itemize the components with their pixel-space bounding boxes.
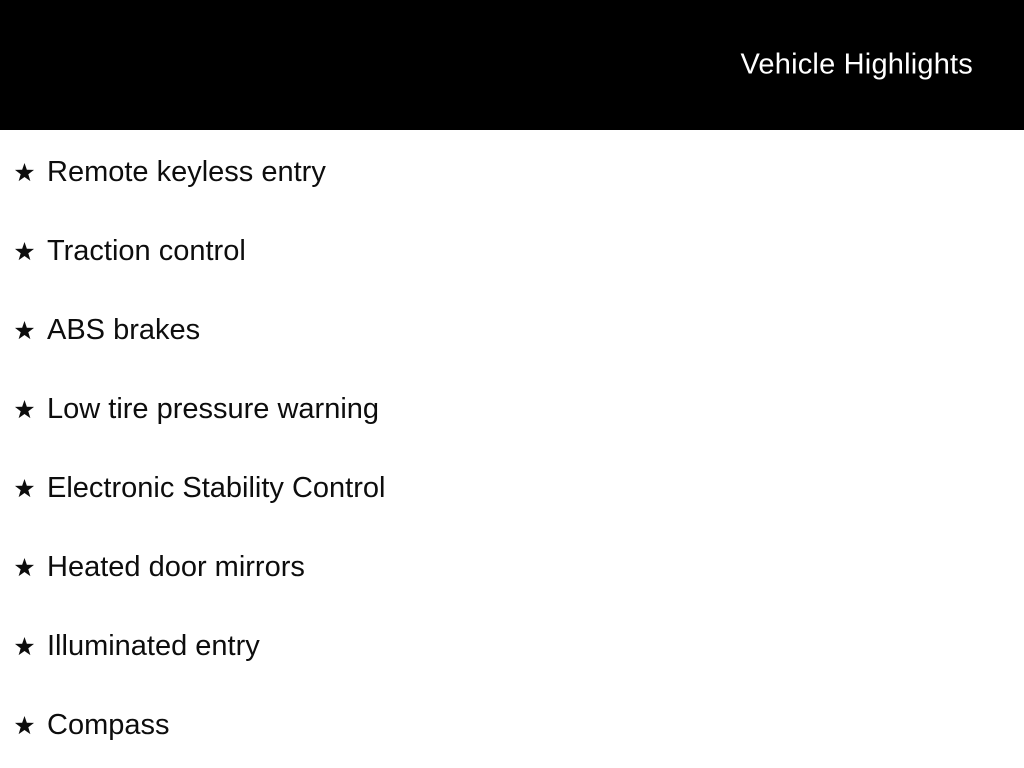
- highlight-item: [0, 133, 1024, 212]
- highlights-list: [0, 130, 1024, 765]
- header-bar: [0, 0, 1024, 130]
- highlight-label: Heated door mirrors: [47, 551, 305, 583]
- highlight-label: Compass: [47, 709, 170, 741]
- highlight-item: [0, 607, 1024, 686]
- highlight-label: Traction control: [47, 235, 246, 267]
- page-title: Vehicle Highlights: [740, 48, 973, 81]
- star-bullet-icon: [14, 637, 35, 657]
- highlight-label: Low tire pressure warning: [47, 393, 380, 425]
- highlight-item: [0, 686, 1024, 765]
- highlight-item: [0, 291, 1024, 370]
- highlight-label: Remote keyless entry: [47, 156, 326, 188]
- star-bullet-icon: [14, 716, 35, 736]
- highlight-label: Illuminated entry: [47, 630, 260, 662]
- star-bullet-icon: [14, 400, 35, 420]
- star-bullet-icon: [14, 479, 35, 499]
- highlight-label: ABS brakes: [47, 314, 201, 346]
- highlight-item: [0, 449, 1024, 528]
- star-bullet-icon: [14, 558, 35, 578]
- star-bullet-icon: [14, 321, 35, 341]
- highlight-item: [0, 212, 1024, 291]
- highlight-item: [0, 528, 1024, 607]
- star-bullet-icon: [14, 242, 35, 262]
- highlight-item: [0, 370, 1024, 449]
- highlight-label: Electronic Stability Control: [47, 472, 386, 504]
- star-bullet-icon: [14, 163, 35, 183]
